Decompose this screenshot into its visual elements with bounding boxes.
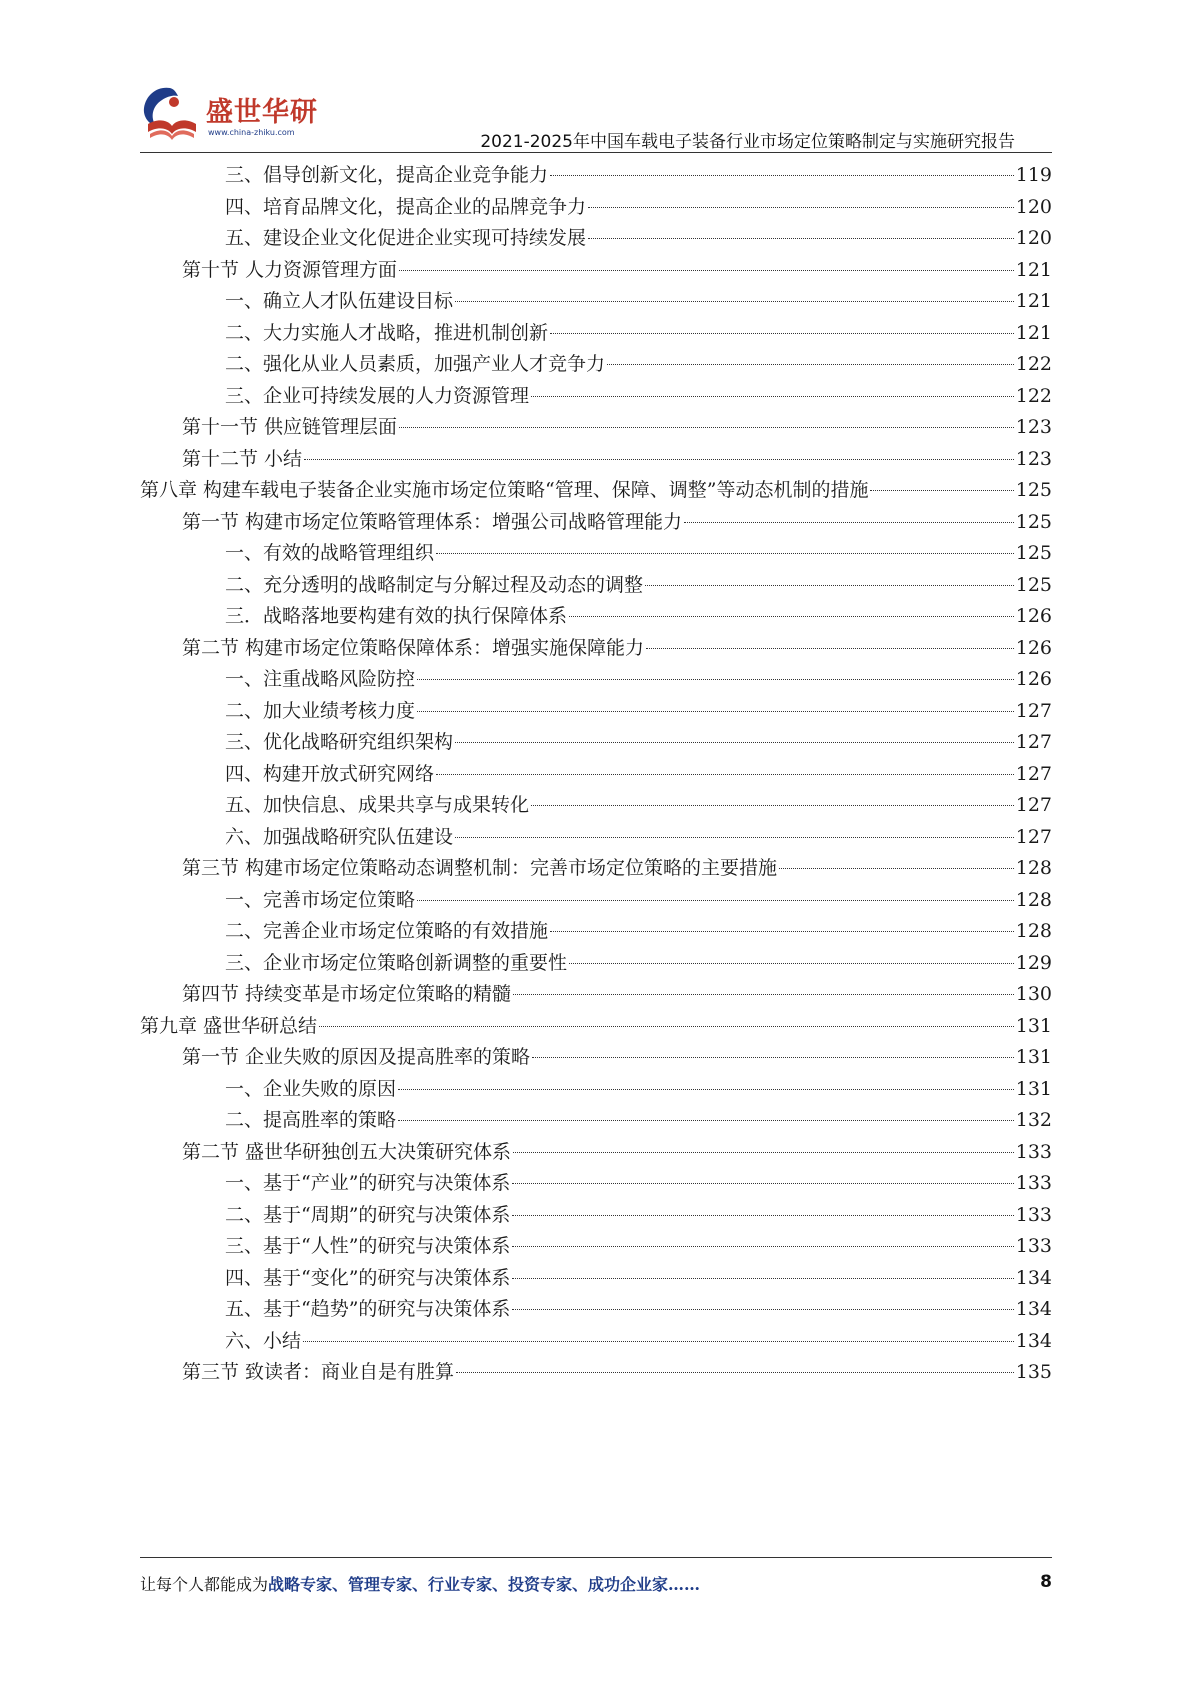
toc-dot-leader — [779, 868, 1014, 869]
toc-entry-label: 五、加快信息、成果共享与成果转化 — [225, 794, 530, 816]
toc-section-entry[interactable] — [140, 444, 1052, 476]
toc-entry-label: 二、基于“周期”的研究与决策体系 — [225, 1203, 511, 1226]
toc-entry-page: 125 — [1015, 510, 1052, 533]
toc-entry-page: 121 — [1015, 290, 1052, 312]
toc-entry-page: 125 — [1015, 542, 1052, 564]
toc-subsection-entry[interactable] — [140, 1294, 1052, 1326]
footer-divider — [140, 1557, 1052, 1558]
toc-entry-page: 129 — [1015, 951, 1052, 974]
toc-section-entry[interactable] — [140, 1042, 1052, 1074]
toc-subsection-entry[interactable] — [140, 759, 1052, 791]
toc-dot-leader — [304, 459, 1014, 460]
toc-entry-label: 二、大力实施人才战略，推进机制创新 — [225, 321, 549, 344]
toc-dot-leader — [398, 1120, 1014, 1121]
toc-subsection-entry[interactable] — [140, 822, 1052, 854]
toc-dot-leader — [512, 1183, 1013, 1184]
toc-entry-label: 四、培育品牌文化，提高企业的品牌竞争力 — [225, 195, 587, 218]
toc-subsection-entry[interactable] — [140, 601, 1052, 633]
toc-entry-page: 131 — [1015, 1077, 1052, 1100]
toc-entry-label: 一、确立人才队伍建设目标 — [225, 290, 454, 312]
toc-subsection-entry[interactable] — [140, 570, 1052, 602]
toc-dot-leader — [550, 333, 1014, 334]
toc-entry-page: 128 — [1015, 857, 1052, 879]
toc-dot-leader — [512, 1309, 1013, 1310]
table-of-contents — [140, 160, 1052, 1389]
toc-section-entry[interactable] — [140, 255, 1052, 287]
toc-entry-page: 123 — [1015, 447, 1052, 470]
logo-url: www.china-zhiku.com — [208, 128, 295, 137]
toc-entry-label: 第三节 致读者：商业自是有胜算 — [182, 1361, 455, 1383]
toc-entry-label: 第三节 构建市场定位策略动态调整机制：完善市场定位策略的主要措施 — [182, 857, 778, 879]
toc-subsection-entry[interactable] — [140, 538, 1052, 570]
toc-dot-leader — [607, 364, 1014, 365]
toc-dot-leader — [417, 900, 1014, 901]
toc-subsection-entry[interactable] — [140, 885, 1052, 917]
toc-entry-page: 135 — [1015, 1361, 1052, 1383]
toc-entry-label: 五、建设企业文化促进企业实现可持续发展 — [225, 227, 587, 249]
toc-dot-leader — [569, 616, 1014, 617]
toc-dot-leader — [512, 1246, 1013, 1247]
logo-book-icon — [140, 82, 204, 146]
toc-entry-label: 第十二节 小结 — [182, 447, 303, 470]
toc-entry-page: 134 — [1015, 1266, 1052, 1289]
toc-entry-page: 133 — [1015, 1203, 1052, 1226]
toc-entry-page: 127 — [1015, 825, 1052, 848]
toc-entry-page: 125 — [1015, 573, 1052, 596]
toc-dot-leader — [645, 585, 1014, 586]
toc-subsection-entry[interactable] — [140, 1263, 1052, 1295]
toc-entry-page: 121 — [1015, 258, 1052, 281]
toc-entry-page: 119 — [1015, 164, 1052, 186]
toc-entry-label: 一、基于“产业”的研究与决策体系 — [225, 1172, 511, 1194]
toc-dot-leader — [684, 522, 1014, 523]
toc-entry-label: 六、小结 — [225, 1329, 302, 1352]
toc-section-entry[interactable] — [140, 412, 1052, 444]
footer-slogan-emphasis: 战略专家、管理专家、行业专家、投资专家、成功企业家…… — [268, 1575, 701, 1594]
logo-name: 盛世华研 — [206, 97, 318, 128]
toc-subsection-entry[interactable] — [140, 664, 1052, 696]
toc-section-entry[interactable] — [140, 633, 1052, 665]
toc-subsection-entry[interactable] — [140, 223, 1052, 255]
toc-subsection-entry[interactable] — [140, 318, 1052, 350]
toc-entry-page: 120 — [1015, 195, 1052, 218]
page-number: 8 — [1040, 1572, 1052, 1592]
toc-dot-leader — [531, 396, 1014, 397]
toc-entry-page: 125 — [1015, 479, 1052, 501]
toc-entry-label: 四、构建开放式研究网络 — [225, 762, 435, 785]
toc-entry-page: 122 — [1015, 384, 1052, 407]
toc-subsection-entry[interactable] — [140, 286, 1052, 318]
toc-entry-page: 121 — [1015, 321, 1052, 344]
toc-subsection-entry[interactable] — [140, 948, 1052, 980]
toc-dot-leader — [303, 1341, 1014, 1342]
header-divider — [140, 152, 1052, 153]
toc-subsection-entry[interactable] — [140, 1168, 1052, 1200]
toc-subsection-entry[interactable] — [140, 727, 1052, 759]
toc-subsection-entry[interactable] — [140, 696, 1052, 728]
toc-entry-page: 131 — [1015, 1046, 1052, 1068]
toc-dot-leader — [646, 648, 1014, 649]
toc-dot-leader — [399, 270, 1014, 271]
toc-dot-leader — [513, 1152, 1014, 1153]
toc-section-entry[interactable] — [140, 1357, 1052, 1389]
toc-chapter-entry[interactable] — [140, 1011, 1052, 1043]
toc-dot-leader — [399, 427, 1014, 428]
toc-dot-leader — [550, 931, 1014, 932]
footer-slogan-lead: 让每个人都能成为 — [140, 1575, 269, 1594]
toc-chapter-entry[interactable] — [140, 475, 1052, 507]
toc-entry-label: 五、基于“趋势”的研究与决策体系 — [225, 1298, 511, 1320]
toc-dot-leader — [319, 1026, 1014, 1027]
toc-entry-label: 二、加大业绩考核力度 — [225, 699, 416, 722]
toc-entry-label: 第二节 构建市场定位策略保障体系：增强实施保障能力 — [182, 636, 645, 659]
toc-dot-leader — [870, 490, 1013, 491]
toc-entry-label: 六、加强战略研究队伍建设 — [225, 825, 454, 848]
toc-entry-label: 第一节 企业失败的原因及提高胜率的策略 — [182, 1046, 531, 1068]
toc-subsection-entry[interactable] — [140, 1231, 1052, 1263]
toc-entry-label: 第四节 持续变革是市场定位策略的精髓 — [182, 983, 512, 1005]
toc-entry-page: 127 — [1015, 731, 1052, 753]
toc-dot-leader — [456, 1372, 1014, 1373]
toc-section-entry[interactable] — [140, 1137, 1052, 1169]
toc-entry-label: 第二节 盛世华研独创五大决策研究体系 — [182, 1140, 512, 1163]
toc-entry-label: 第一节 构建市场定位策略管理体系：增强公司战略管理能力 — [182, 510, 683, 533]
toc-entry-page: 120 — [1015, 227, 1052, 249]
toc-dot-leader — [588, 207, 1014, 208]
toc-dot-leader — [436, 774, 1014, 775]
toc-dot-leader — [398, 1089, 1014, 1090]
toc-entry-page: 126 — [1015, 668, 1052, 690]
toc-entry-label: 二、完善企业市场定位策略的有效措施 — [225, 920, 549, 942]
toc-dot-leader — [512, 1278, 1013, 1279]
toc-dot-leader — [532, 1057, 1014, 1058]
toc-entry-label: 一、注重战略风险防控 — [225, 668, 416, 690]
toc-entry-label: 第十节 人力资源管理方面 — [182, 258, 398, 281]
toc-dot-leader — [569, 963, 1014, 964]
toc-entry-page: 133 — [1015, 1235, 1052, 1257]
toc-entry-page: 123 — [1015, 416, 1052, 438]
toc-entry-page: 127 — [1015, 762, 1052, 785]
toc-entry-page: 130 — [1015, 983, 1052, 1005]
toc-dot-leader — [550, 175, 1014, 176]
toc-dot-leader — [588, 238, 1014, 239]
toc-subsection-entry[interactable] — [140, 1200, 1052, 1232]
report-title: 2021-2025年中国车载电子装备行业市场定位策略制定与实施研究报告 — [480, 132, 1015, 152]
toc-entry-page: 132 — [1015, 1109, 1052, 1131]
toc-entry-page: 127 — [1015, 794, 1052, 816]
toc-entry-label: 第九章 盛世华研总结 — [140, 1014, 318, 1037]
toc-subsection-entry[interactable] — [140, 1074, 1052, 1106]
toc-entry-label: 一、企业失败的原因 — [225, 1077, 397, 1100]
toc-entry-label: 一、完善市场定位策略 — [225, 888, 416, 911]
toc-dot-leader — [417, 679, 1014, 680]
toc-entry-page: 131 — [1015, 1014, 1052, 1037]
toc-dot-leader — [455, 301, 1014, 302]
toc-subsection-entry[interactable] — [140, 349, 1052, 381]
toc-entry-label: 二、提高胜率的策略 — [225, 1109, 397, 1131]
toc-subsection-entry[interactable] — [140, 1326, 1052, 1358]
toc-subsection-entry[interactable] — [140, 192, 1052, 224]
toc-entry-page: 128 — [1015, 888, 1052, 911]
toc-entry-label: 二、充分透明的战略制定与分解过程及动态的调整 — [225, 573, 644, 596]
toc-entry-page: 133 — [1015, 1172, 1052, 1194]
logo — [140, 82, 318, 148]
toc-entry-label: 三、倡导创新文化，提高企业竞争能力 — [225, 164, 549, 186]
toc-entry-label: 二、强化从业人员素质，加强产业人才竞争力 — [225, 353, 606, 375]
toc-entry-page: 127 — [1015, 699, 1052, 722]
toc-dot-leader — [417, 711, 1014, 712]
toc-entry-page: 122 — [1015, 353, 1052, 375]
toc-entry-label: 第十一节 供应链管理层面 — [182, 416, 398, 438]
toc-subsection-entry[interactable] — [140, 381, 1052, 413]
toc-dot-leader — [455, 742, 1014, 743]
toc-dot-leader — [455, 837, 1014, 838]
toc-section-entry[interactable] — [140, 853, 1052, 885]
toc-entry-page: 134 — [1015, 1298, 1052, 1320]
toc-section-entry[interactable] — [140, 507, 1052, 539]
toc-entry-label: 三、企业市场定位策略创新调整的重要性 — [225, 951, 568, 974]
page-footer — [140, 1572, 1052, 1602]
toc-entry-label: 第八章 构建车载电子装备企业实施市场定位策略“管理、保障、调整”等动态机制的措施 — [140, 479, 869, 501]
toc-dot-leader — [531, 805, 1014, 806]
toc-entry-label: 三、基于“人性”的研究与决策体系 — [225, 1235, 511, 1257]
toc-entry-label: 一、有效的战略管理组织 — [225, 542, 435, 564]
toc-entry-page: 126 — [1015, 636, 1052, 659]
toc-subsection-entry[interactable] — [140, 790, 1052, 822]
toc-entry-page: 126 — [1015, 605, 1052, 627]
toc-entry-page: 128 — [1015, 920, 1052, 942]
toc-entry-page: 134 — [1015, 1329, 1052, 1352]
toc-entry-label: 四、基于“变化”的研究与决策体系 — [225, 1266, 511, 1289]
page-header — [0, 0, 1191, 160]
toc-subsection-entry[interactable] — [140, 916, 1052, 948]
toc-subsection-entry[interactable] — [140, 160, 1052, 192]
toc-dot-leader — [436, 553, 1014, 554]
toc-subsection-entry[interactable] — [140, 1105, 1052, 1137]
toc-entry-label: 三、企业可持续发展的人力资源管理 — [225, 384, 530, 407]
toc-section-entry[interactable] — [140, 979, 1052, 1011]
toc-entry-label: 三、优化战略研究组织架构 — [225, 731, 454, 753]
toc-entry-page: 133 — [1015, 1140, 1052, 1163]
toc-dot-leader — [513, 994, 1014, 995]
toc-entry-label: 三．战略落地要构建有效的执行保障体系 — [225, 605, 568, 627]
toc-dot-leader — [512, 1215, 1013, 1216]
